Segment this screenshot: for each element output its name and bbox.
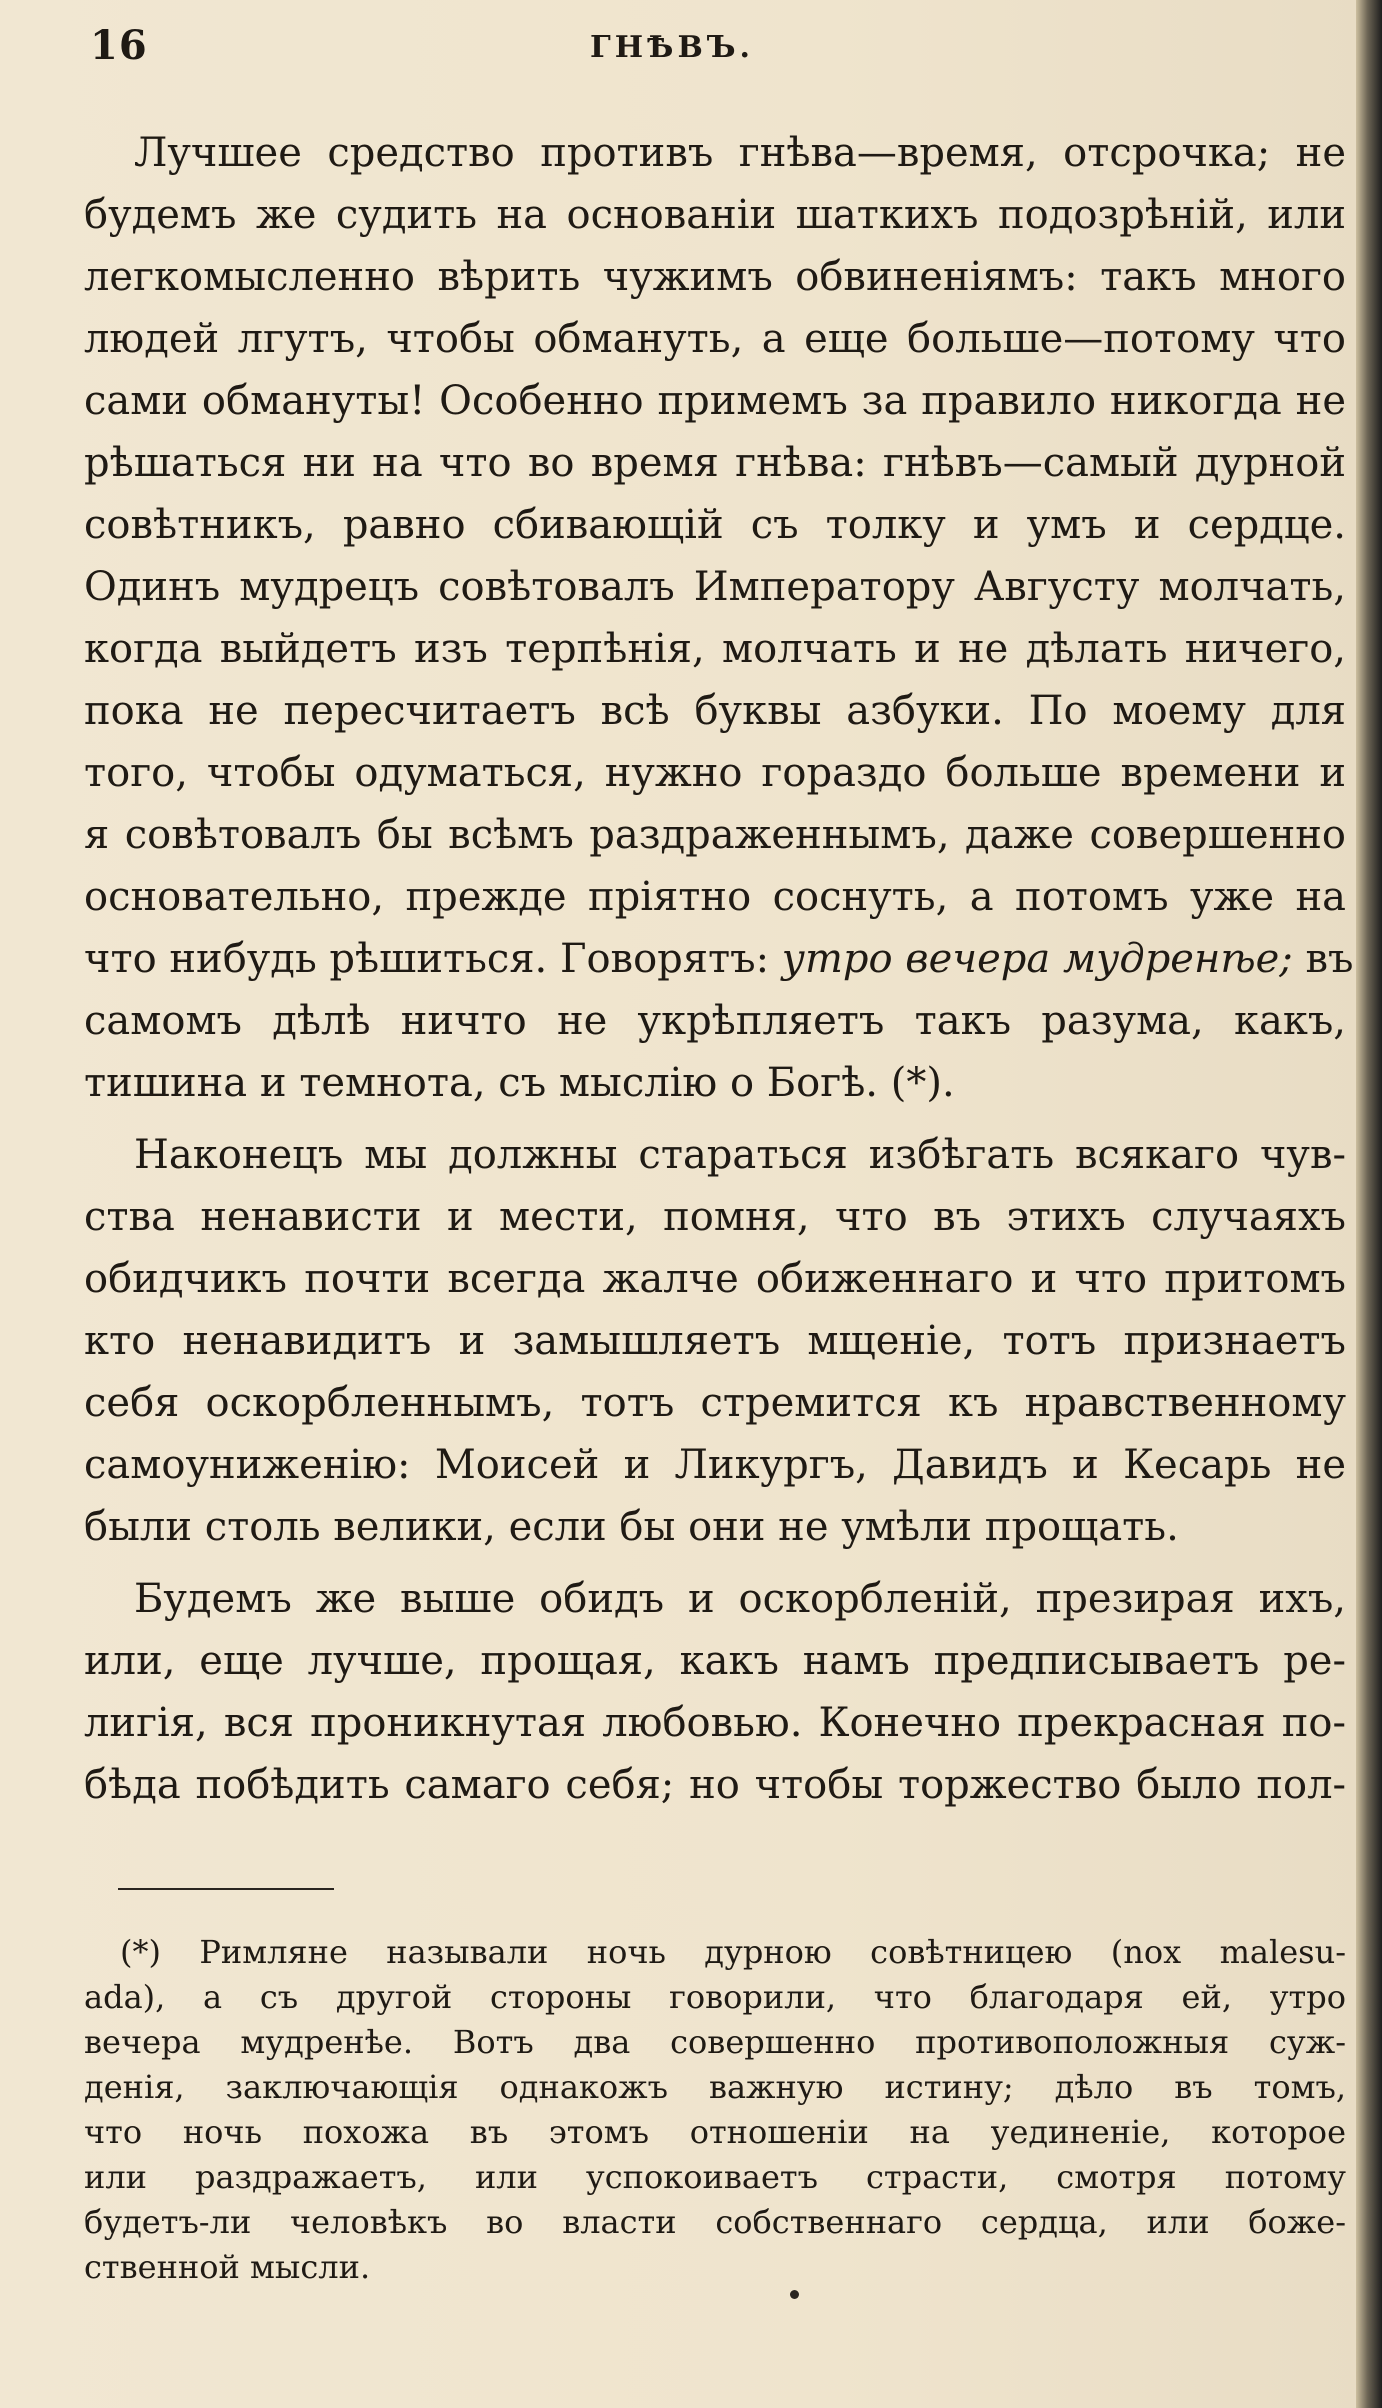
text-line: самоуниженію: Моисей и Ликургъ, Давидъ и Кесарь не — [84, 1442, 1346, 1488]
page-number: 16 — [90, 22, 148, 69]
text-line: себя оскорбленнымъ, тотъ стремится къ нравственному — [84, 1380, 1346, 1426]
footnote-line: будетъ-ли человѣкъ во власти собственнаго сердца, или боже- — [84, 2203, 1346, 2241]
text-line: лигія, вся проникнутая любовью. Конечно прекрасная по- — [84, 1700, 1346, 1746]
text-line: или, еще лучше, прощая, какъ намъ предписываетъ ре- — [84, 1638, 1346, 1684]
footnote-line: что ночь похожа въ этомъ отношеніи на уединеніе, которое — [84, 2113, 1346, 2151]
text-line: кто ненавидитъ и замышляетъ мщеніе, тотъ признаетъ — [84, 1318, 1346, 1364]
footnote-line: ada), а съ другой стороны говорили, что благодаря ей, утро — [84, 1978, 1346, 2016]
footnote-line: (*) Римляне называли ночь дурною совѣтницею (nox malesu- — [120, 1933, 1346, 1971]
text-line: Будемъ же выше обидъ и оскорбленій, презирая ихъ, — [134, 1576, 1346, 1622]
text-line: я совѣтовалъ бы всѣмъ раздраженнымъ, даже совершенно — [84, 812, 1346, 858]
main-text — [84, 122, 1354, 1816]
paragraph-3 — [84, 1568, 1346, 1816]
footnote-divider — [118, 1888, 334, 1890]
text-line: совѣтникъ, равно сбивающій съ толку и умъ и сердце. — [84, 502, 1346, 548]
footnote-line: ственной мысли. — [84, 2248, 371, 2286]
text-segment: въ — [1292, 936, 1354, 982]
text-line: когда выйдетъ изъ терпѣнія, молчать и не дѣлать ничего, — [84, 626, 1346, 672]
text-line: Лучшее средство противъ гнѣва—время, отсрочка; не — [134, 130, 1346, 176]
book-spine-shadow — [1356, 0, 1382, 2408]
text-line: будемъ же судить на основаніи шаткихъ подозрѣній, или — [84, 192, 1346, 238]
text-line: были столь велики, если бы они не умѣли прощать. — [84, 1504, 1179, 1550]
footnote-line: или раздражаетъ, или успокоиваетъ страсти, смотря потому — [84, 2158, 1346, 2196]
text-segment: что нибудь рѣшиться. Говорятъ: — [84, 936, 770, 982]
text-line: Одинъ мудрецъ совѣтовалъ Императору Августу молчать, — [84, 564, 1346, 610]
text-line: того, чтобы одуматься, нужно гораздо больше времени и — [84, 750, 1346, 796]
paragraph-2 — [84, 1124, 1346, 1558]
text-line: Наконецъ мы должны стараться избѣгать всякаго чув- — [134, 1132, 1346, 1178]
text-line: людей лгутъ, чтобы обмануть, а еще больше—потому что — [84, 316, 1346, 362]
ink-speck — [790, 2290, 799, 2299]
running-head: ГНѢВЪ. — [590, 30, 754, 65]
text-line: бѣда побѣдить самаго себя; но чтобы торжество было пол- — [84, 1762, 1346, 1808]
paragraph-1 — [84, 122, 1354, 1114]
footnote-line: денія, заключающія однакожъ важную истину; дѣло въ томъ, — [84, 2068, 1346, 2106]
footnote-line: вечера мудренѣе. Вотъ два совершенно противоположныя суж- — [84, 2023, 1346, 2061]
text-line: ства ненависти и мести, помня, что въ этихъ случаяхъ — [84, 1194, 1346, 1240]
italic-proverb: утро вечера мудренѣе; — [781, 936, 1293, 982]
text-line: легкомысленно вѣрить чужимъ обвиненіямъ: такъ много — [84, 254, 1346, 300]
text-line: пока не пересчитаетъ всѣ буквы азбуки. По моему для — [84, 688, 1346, 734]
text-line: обидчикъ почти всегда жалче обиженнаго и что притомъ — [84, 1256, 1346, 1302]
text-line: сами обмануты! Особенно примемъ за правило никогда не — [84, 378, 1346, 424]
text-line: тишина и темнота, съ мыслію о Богѣ. (*). — [84, 1060, 955, 1106]
text-line-with-italic — [84, 928, 1354, 990]
text-line: самомъ дѣлѣ ничто не укрѣпляетъ такъ разума, какъ, — [84, 998, 1346, 1044]
text-line: рѣшаться ни на что во время гнѣва: гнѣвъ—самый дурной — [84, 440, 1346, 486]
footnote — [84, 1930, 1346, 2290]
text-line: основательно, прежде пріятно соснуть, а потомъ уже на — [84, 874, 1346, 920]
